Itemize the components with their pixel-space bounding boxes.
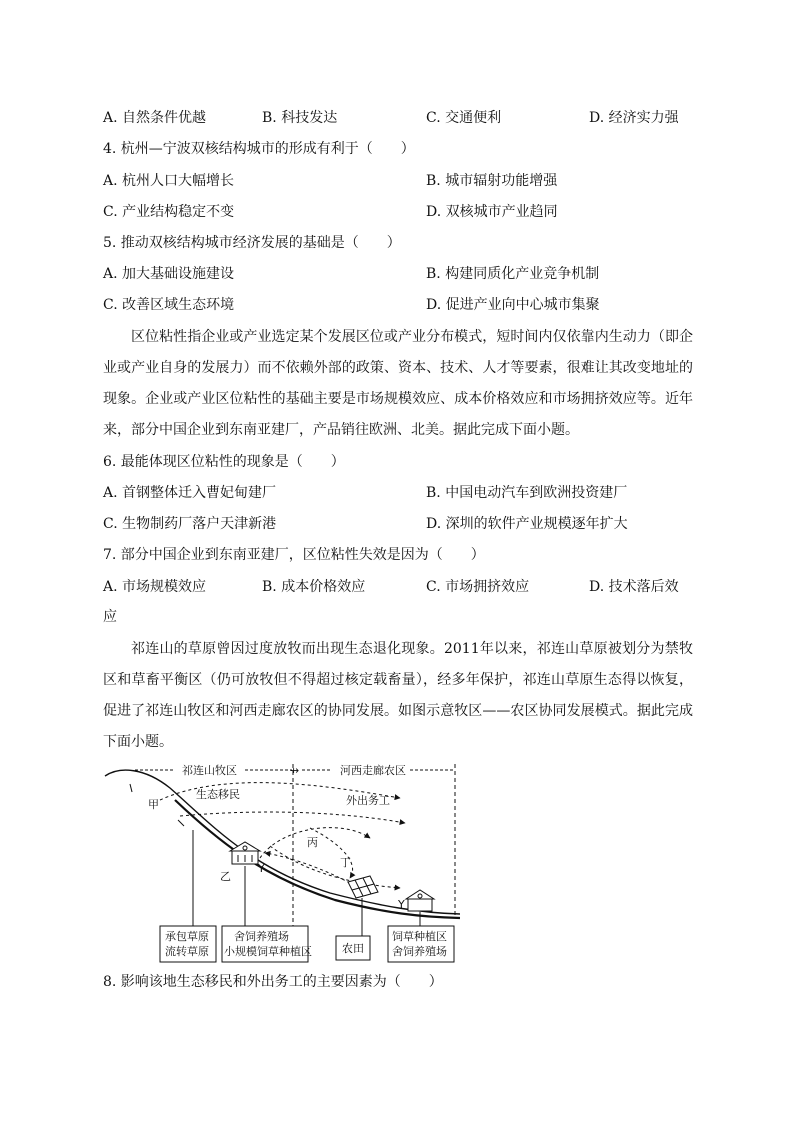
box-feedlot-line2: 小规模饲草种植区 xyxy=(224,945,312,958)
q7-option-a: A. 市场规模效应 xyxy=(103,579,207,595)
q5-option-b: B. 构建同质化产业竞争机制 xyxy=(426,266,600,282)
q3-option-a: A. 自然条件优越 xyxy=(103,110,207,126)
svg-text:Y: Y xyxy=(398,898,405,911)
region-right-label: 河西走廊农区 xyxy=(340,764,406,777)
q4-option-c: C. 产业结构稳定不变 xyxy=(103,204,235,220)
label-ding: 丁 xyxy=(340,856,351,869)
q7-option-d-wrap: 应 xyxy=(103,609,117,625)
q7-option-d: D. 技术落后效 xyxy=(589,579,679,595)
q5-stem: 5. 推动双核结构城市经济发展的基础是（ ） xyxy=(103,235,401,251)
livestock-shed-left-icon xyxy=(230,842,265,875)
q7-stem: 7. 部分中国企业到东南亚建厂，区位粘性失效是因为（ ） xyxy=(103,547,485,563)
q3-option-b: B. 科技发达 xyxy=(262,110,338,126)
jia-tick-top xyxy=(130,784,132,792)
svg-text:Y: Y xyxy=(258,862,265,875)
passage-qilian-grassland: 祁连山的草原曾因过度放牧而出现生态退化现象。2011年以来，祁连山草原被划分为禁牧区和草畜平衡区（仍可放牧但不得超过核定载畜量），经多年保护，祁连山草原生态得以恢复，促进了祁连山牧区和河西走廊农区的协同发展。如图示意牧区——农区协同发展模式。据此完成下面小题。 xyxy=(103,641,693,750)
q6-option-b: B. 中国电动汽车到欧洲投资建厂 xyxy=(426,485,628,501)
q3-option-d: D. 经济实力强 xyxy=(589,110,679,126)
q4-option-b: B. 城市辐射功能增强 xyxy=(426,173,558,189)
q4-option-a: A. 杭州人口大幅增长 xyxy=(103,173,235,189)
q6-option-a: A. 首钢整体迁入曹妃甸建厂 xyxy=(103,485,277,501)
q3-option-c: C. 交通便利 xyxy=(426,110,502,126)
box-forage-line1: 饲草种植区 xyxy=(392,930,447,943)
q5-option-c: C. 改善区域生态环境 xyxy=(103,297,235,313)
region-left-label: 祁连山牧区 xyxy=(182,764,237,777)
arrow-bing-down xyxy=(265,853,350,883)
box-forage-line2: 舍饲养殖场 xyxy=(392,945,447,958)
q7-option-c: C. 市场拥挤效应 xyxy=(426,579,530,595)
box-grassland-line1: 承包草原 xyxy=(165,930,209,943)
box-grassland-line2: 流转草原 xyxy=(165,945,209,958)
q5-option-a: A. 加大基础设施建设 xyxy=(103,266,235,282)
livestock-shed-right-icon xyxy=(397,890,434,911)
terrain-upper xyxy=(105,770,460,914)
q7-option-b: B. 成本价格效应 xyxy=(262,579,366,595)
jia-tick-bottom xyxy=(178,820,184,826)
label-labor-outflow: 外出务工 xyxy=(346,794,390,807)
label-yi: 乙 xyxy=(220,870,231,883)
region-divider-arrows: ⇸ xyxy=(290,764,300,777)
q6-option-c: C. 生物制药厂落户天津新港 xyxy=(103,516,277,532)
label-bing: 丙 xyxy=(307,836,318,849)
q5-option-d: D. 促进产业向中心城市集聚 xyxy=(426,297,600,313)
label-jia: 甲 xyxy=(148,798,159,811)
box-feedlot-line1: 舍饲养殖场 xyxy=(234,930,289,943)
farmland-grid-icon xyxy=(348,876,378,898)
q4-stem: 4. 杭州—宁波双核结构城市的形成有利于（ ） xyxy=(103,141,415,157)
q6-stem: 6. 最能体现区位粘性的现象是（ ） xyxy=(103,454,345,470)
q8-stem: 8. 影响该地生态移民和外出务工的主要因素为（ ） xyxy=(103,974,443,990)
pasture-farmland-diagram xyxy=(100,758,470,968)
passage-location-stickiness: 区位粘性指企业或产业选定某个发展区位或产业分布模式，短时间内仅依靠内生动力（即企业或产业自身的发展力）而不依赖外部的政策、资本、技术、人才等要素，很难让其改变地址的现象。企业或产业区位粘性的基础主要是市场规模效应、成本价格效应和市场拥挤效应等。近年来，部分中国企业到东南亚建厂，产品销往欧洲、北美。据此完成下面小题。 xyxy=(103,329,693,438)
q6-option-d: D. 深圳的软件产业规模逐年扩大 xyxy=(426,516,628,532)
label-ecological-migration: 生态移民 xyxy=(196,788,240,801)
box-farmland-line1: 农田 xyxy=(342,942,364,955)
q4-option-d: D. 双核城市产业趋同 xyxy=(426,204,558,220)
